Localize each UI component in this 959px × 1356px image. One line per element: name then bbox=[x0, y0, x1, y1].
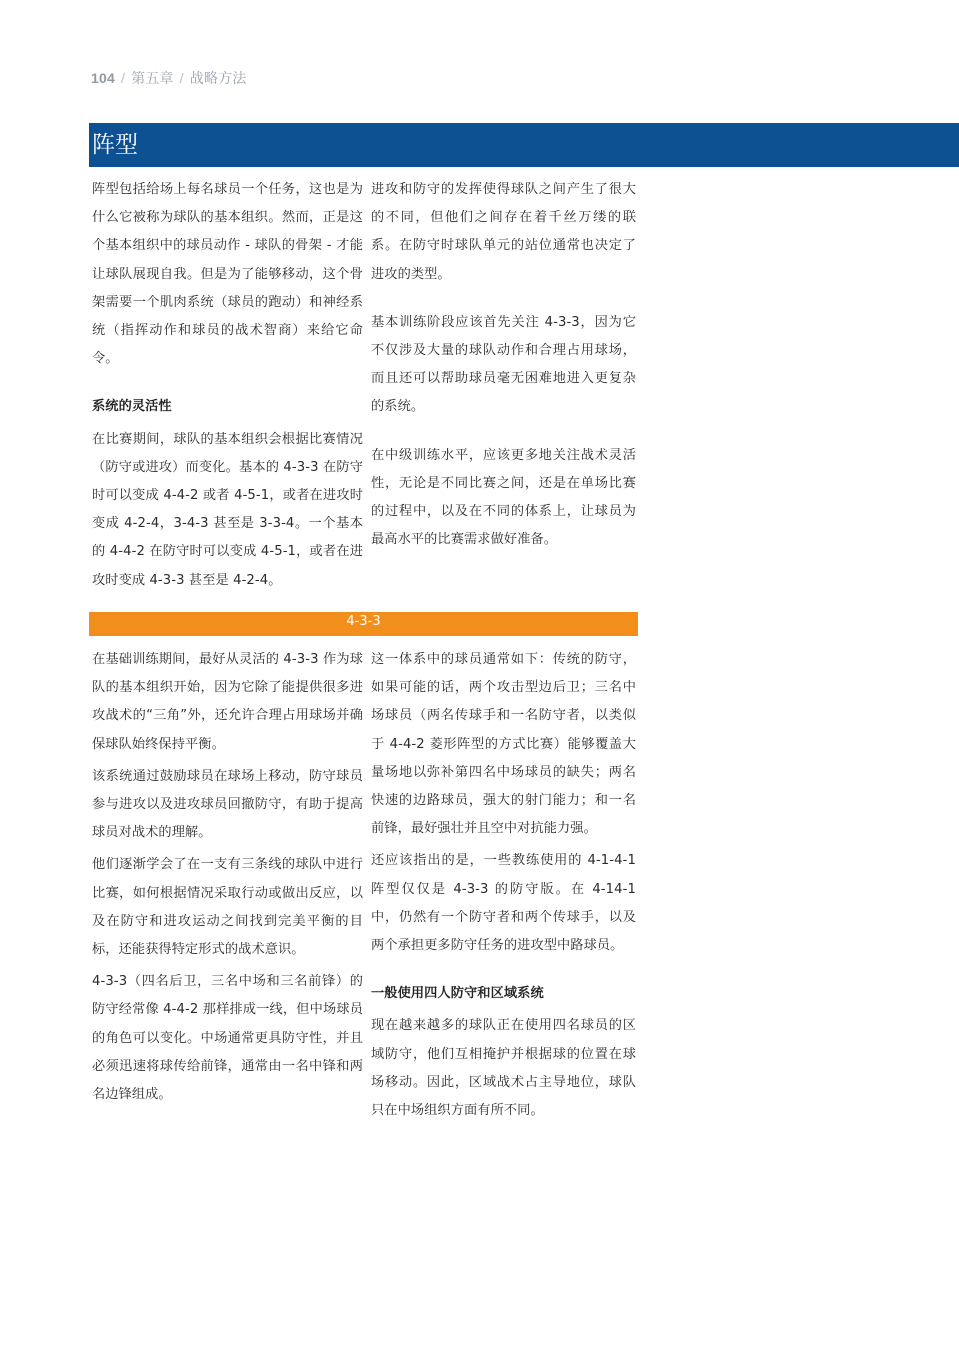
paragraph: 在比赛期间，球队的基本组织会根据比赛情况（防守或进攻）而变化。基本的 4-3-3 在防守时可以变成 4-4-2 或者 4-5-1，或者在进攻时变成 4-2-4，3-4-3 甚至是 3-3-4。一个基本的 4-4-2 在防守时可以变成 4-5-1，或者在进攻时变成 4-3-3 甚至是 4-2-4。 bbox=[92, 431, 363, 588]
header-separator: / bbox=[120, 70, 126, 86]
section1-right-column bbox=[371, 176, 636, 554]
section1-left-column bbox=[92, 176, 363, 595]
header-separator: / bbox=[179, 70, 184, 86]
section-banner-433 bbox=[89, 612, 638, 636]
page-number: 104 bbox=[91, 70, 115, 86]
paragraph: 在中级训练水平，应该更多地关注战术灵活性，无论是不同比赛之间，还是在单场比赛的过程中，以及在不同的体系上，让球员为最高水平的比赛需求做好准备。 bbox=[371, 447, 636, 548]
chapter-label: 第五章 bbox=[131, 70, 174, 86]
paragraph: 在基础训练期间，最好从灵活的 4-3-3 作为球队的基本组织开始，因为它除了能提供很多进攻战术的“三角”外，还允许合理占用球场并确保球队始终保持平衡。 bbox=[92, 652, 363, 752]
paragraph: 该系统通过鼓励球员在球场上移动，防守球员参与进攻以及进攻球员回撤防守，有助于提高球员对战术的理解。 bbox=[92, 768, 363, 841]
paragraph: 基本训练阶段应该首先关注 4-3-3，因为它不仅涉及大量的球队动作和合理占用球场，而且还可以帮助球员毫无困难地进入更复杂的系统。 bbox=[371, 314, 636, 415]
section-banner-label: 4-3-3 bbox=[346, 614, 381, 629]
paragraph: 进攻和防守的发挥使得球队之间产生了很大的不同，但他们之间存在着千丝万缕的联系。在防守时球队单元的站位通常也决定了进攻的类型。 bbox=[371, 182, 636, 282]
paragraph: 这一体系中的球员通常如下：传统的防守，如果可能的话，两个攻击型边后卫；三名中场球员（两名传球手和一名防守者，以类似于 4-4-2 菱形阵型的方式比赛）能够覆盖大量场地以弥补第四名中场球员的缺失；两名快速的边路球员，强大的射门能力；和一名前锋，最好强壮并且空中对抗能力强。 bbox=[371, 652, 636, 837]
paragraph: 他们逐渐学会了在一支有三条线的球队中进行比赛，如何根据情况采取行动或做出反应，以及在防守和进攻运动之间找到完美平衡的目标，还能获得特定形式的战术意识。 bbox=[92, 857, 363, 958]
page-title: 阵型 bbox=[92, 132, 138, 158]
paragraph: 现在越来越多的球队正在使用四名球员的区域防守，他们互相掩护并根据球的位置在球场移动。因此，区域战术占主导地位，球队只在中场组织方面有所不同。 bbox=[371, 1018, 636, 1119]
paragraph: 阵型包括给场上每名球员一个任务，这也是为什么它被称为球队的基本组织。然而，正是这个基本组织中的球员动作 - 球队的骨架 - 才能让球队展现自我。但是为了能够移动，这个骨架需要一个肌肉系统（球员的跑动）和神经系统（指挥动作和球员的战术智商）来给它命令。 bbox=[92, 182, 363, 367]
section2-left-column bbox=[92, 646, 363, 1109]
section-label: 战略方法 bbox=[189, 70, 247, 86]
paragraph: 4-3-3（四名后卫，三名中场和三名前锋）的防守经常像 4-4-2 那样排成一线，但中场球员的角色可以变化。中场通常更具防守性，并且必须迅速将球传给前锋，通常由一名中锋和两名边锋组成。 bbox=[92, 974, 363, 1103]
paragraph: 还应该指出的是，一些教练使用的 4-1-4-1 阵型仅仅是 4-3-3 的防守版。在 4-14-1 中，仍然有一个防守者和两个传球手，以及两个承担更多防守任务的进攻型中路球员。 bbox=[371, 853, 636, 954]
section2-right-column bbox=[371, 646, 636, 1125]
running-header bbox=[91, 68, 247, 88]
title-banner bbox=[89, 123, 959, 167]
subheading: 一般使用四人防守和区域系统 bbox=[371, 986, 544, 1002]
subheading: 系统的灵活性 bbox=[92, 399, 172, 415]
